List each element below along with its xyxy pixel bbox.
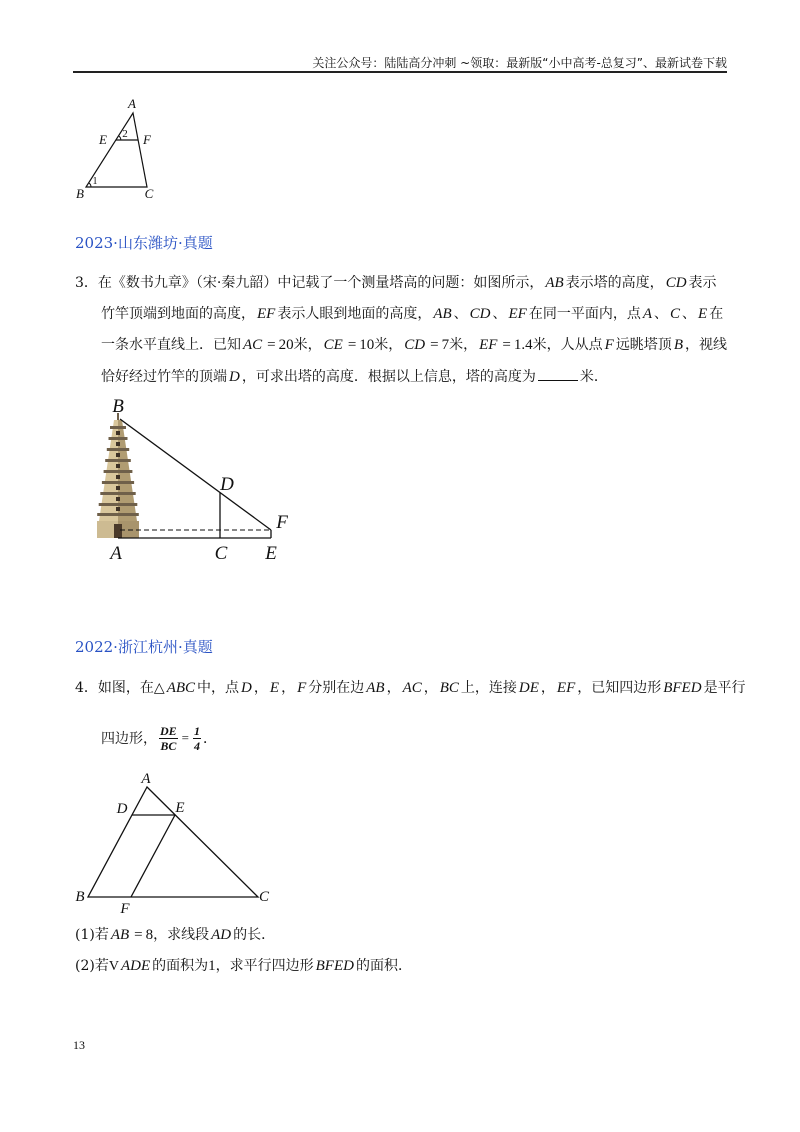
problem-text: ， — [281, 680, 296, 696]
number-value: 7 — [441, 337, 450, 353]
problem-text: 分别在边 — [308, 680, 365, 696]
math-symbol: D — [241, 680, 252, 696]
problem-text: ，视线 — [684, 337, 727, 353]
problem-text: 米， — [293, 337, 322, 353]
label-f: F — [276, 512, 288, 533]
problem-text: 一条水平直线上．已知 — [101, 337, 241, 353]
problem-text: 、 — [453, 306, 468, 322]
triangle-symbol: △ — [153, 681, 165, 696]
problem-text: 米， — [449, 337, 478, 353]
problem-text: ，可求出塔的高度．根据以上信息，塔的高度为 — [241, 369, 536, 385]
label-f: F — [120, 901, 130, 917]
label-d: D — [116, 801, 128, 817]
problem-text: 表示塔的高度， — [565, 275, 664, 291]
math-symbol: A — [642, 306, 652, 322]
problem-text: 恰好经过竹竿的顶端 — [101, 369, 227, 385]
label-c: C — [214, 543, 228, 564]
equals-sign: = — [502, 337, 511, 353]
label-c: C — [258, 889, 270, 905]
number-value: 20 — [278, 337, 294, 353]
label-e: E — [265, 543, 277, 564]
problem-text: 的长． — [233, 927, 276, 943]
math-symbol: AB — [433, 306, 452, 322]
label-a: A — [141, 771, 151, 787]
equals-sign: = — [430, 337, 439, 353]
fraction-numerator: 1 — [194, 723, 201, 738]
section-source-2023: 2023·山东潍坊·真题 — [75, 234, 213, 252]
math-symbol: BFED — [663, 680, 702, 696]
problem-text: 、 — [654, 306, 668, 322]
problem-text: 、 — [682, 306, 697, 322]
problem-text: 米． — [579, 369, 608, 385]
problem-text: 是平行 — [703, 680, 746, 696]
value-fraction — [193, 724, 201, 753]
label-a: A — [110, 543, 122, 564]
angle-1-arc — [89, 183, 91, 187]
problem-4-line-2 — [101, 718, 217, 758]
answer-blank — [538, 367, 578, 381]
problem-text: 表示 — [688, 275, 717, 291]
label-b: B — [75, 889, 85, 905]
math-symbol: EF — [257, 306, 276, 322]
math-symbol: AD — [211, 927, 232, 943]
math-symbol: AC — [243, 337, 263, 353]
math-symbol: AC — [402, 680, 422, 696]
triangle-symbol: V — [108, 959, 119, 974]
math-symbol: E — [698, 306, 708, 322]
number-value: 1 — [208, 958, 216, 974]
math-symbol: AB — [545, 275, 564, 291]
segment-ef — [131, 815, 175, 897]
problem-text: 米， — [374, 337, 403, 353]
fraction-denominator: 4 — [194, 738, 201, 753]
problem-text: 远眺塔顶 — [615, 337, 672, 353]
problem-text: 4．如图，在 — [75, 680, 154, 696]
problem-text: 在 — [709, 306, 724, 322]
problem-text: ，求线段 — [153, 927, 210, 943]
problem-text: ， — [423, 680, 438, 696]
section-source-2022: 2022·浙江杭州·真题 — [75, 638, 213, 656]
problem-text: 的面积． — [355, 958, 412, 974]
label-b: B — [112, 396, 124, 417]
label-c: C — [144, 186, 154, 201]
math-symbol: AB — [110, 927, 130, 943]
question-2 — [75, 956, 412, 977]
fraction-numerator: DE — [160, 723, 177, 738]
problem-3-line-4 — [101, 367, 608, 387]
figure-triangle-parallelogram — [70, 765, 280, 920]
figure-triangle-angles — [60, 90, 170, 210]
math-symbol: ADE — [120, 958, 151, 974]
label-b: B — [76, 186, 84, 201]
number-value: 1.4 — [513, 337, 533, 353]
label-f: F — [143, 132, 151, 147]
problem-3-line-3 — [101, 335, 727, 355]
angle-1-label: 1 — [92, 176, 98, 187]
math-symbol: E — [269, 680, 280, 696]
math-symbol: B — [673, 337, 683, 353]
angle-2-arc — [119, 136, 121, 140]
problem-text: (1)若 — [75, 927, 109, 943]
problem-text: 的面积为 — [152, 958, 209, 974]
question-1 — [75, 925, 275, 945]
number-value: 8 — [145, 927, 154, 943]
math-symbol: F — [297, 680, 307, 696]
problem-text: 四边形， — [101, 731, 157, 747]
math-symbol: CD — [665, 275, 687, 291]
problem-text: 3．在《数书九章》（宋·秦九韶）中记载了一个测量塔高的问题：如图所示， — [75, 275, 544, 291]
math-symbol: EF — [556, 680, 576, 696]
math-symbol: AB — [366, 680, 385, 696]
math-symbol: BC — [439, 680, 459, 696]
problem-text: (2)若 — [75, 958, 109, 974]
header-divider — [73, 71, 727, 73]
problem-text: 中，点 — [197, 680, 240, 696]
header-notice: 关注公众号：陆陆高分冲刺 ~领取：最新版“小中高考-总复习”、最新试卷下载 — [312, 56, 727, 70]
sight-line-bf — [120, 419, 271, 530]
math-symbol: EF — [508, 306, 527, 322]
math-symbol: BFED — [315, 958, 354, 974]
equals-sign: = — [134, 927, 143, 943]
label-a: A — [128, 96, 136, 111]
label-d: D — [220, 474, 234, 495]
math-symbol: F — [604, 337, 614, 353]
label-e: E — [175, 800, 185, 816]
equals-sign: = — [267, 337, 276, 353]
problem-3-line-2 — [101, 304, 723, 324]
page-number: 13 — [73, 1038, 85, 1052]
problem-text: 、 — [492, 306, 507, 322]
math-symbol: ABC — [166, 680, 196, 696]
problem-4-line-1 — [75, 678, 746, 699]
problem-text: 表示人眼到地面的高度， — [277, 306, 432, 322]
number-value: 10 — [359, 337, 375, 353]
problem-text: ． — [203, 731, 218, 747]
problem-text: 上，连接 — [460, 680, 517, 696]
problem-text: ， — [540, 680, 555, 696]
triangle-abc — [88, 787, 258, 897]
figure-tower-measurement — [85, 390, 300, 570]
problem-text: 在同一平面内，点 — [528, 306, 641, 322]
ratio-fraction — [159, 724, 178, 753]
math-symbol: EF — [479, 337, 498, 353]
problem-text: ， — [386, 680, 401, 696]
problem-text: 米，人从点 — [532, 337, 603, 353]
math-symbol: D — [229, 369, 240, 385]
problem-text: 竹竿顶端到地面的高度， — [101, 306, 255, 322]
problem-text: ，已知四边形 — [577, 680, 662, 696]
equals-sign: = — [181, 730, 190, 745]
math-symbol: CE — [323, 337, 343, 353]
math-symbol: C — [670, 306, 681, 322]
label-e: E — [99, 132, 107, 147]
equals-sign: = — [347, 337, 357, 353]
problem-3-line-1 — [75, 273, 717, 293]
angle-2-label: 2 — [122, 128, 128, 140]
math-symbol: DE — [518, 680, 539, 696]
fraction-denominator: BC — [160, 738, 177, 753]
pagoda-image — [97, 413, 139, 538]
math-symbol: CD — [469, 306, 491, 322]
problem-text: ， — [253, 680, 268, 696]
problem-text: ，求平行四边形 — [215, 958, 314, 974]
math-symbol: CD — [404, 337, 426, 353]
